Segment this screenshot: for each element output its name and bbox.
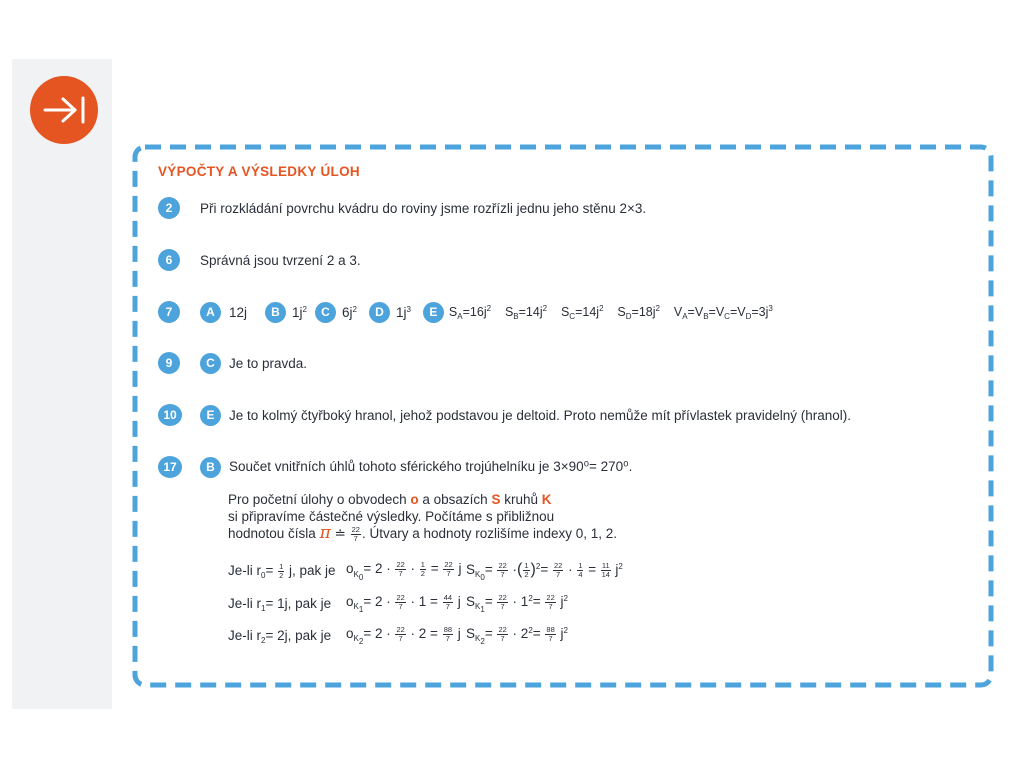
answer-a-value: 12j: [229, 304, 248, 320]
task-number: 7: [158, 301, 180, 323]
task-number: 6: [158, 249, 180, 271]
task-row-6: [158, 249, 361, 271]
answer-letter-c: C: [315, 302, 336, 323]
answer-letter-d: D: [369, 302, 390, 323]
task-number: 17: [158, 456, 182, 478]
task-text: Při rozkládání povrchu kvádru do roviny jsme rozřízli jednu jeho stěnu 2×3.: [200, 200, 647, 216]
task-number: 2: [158, 197, 180, 219]
answer-letter: E: [200, 405, 221, 426]
calc-row-r2: Je-li $r_2= 2j$, pak je $o_{K_2}= 2$ · $\frac{22}{7}$ · 2 = $\frac{88}{7}$ j $S_{K_2}=$ $\frac{22}{7}$ · $2^2=$ $\frac{88}{7}$ $j^2$: [228, 625, 568, 647]
task-row-17: [158, 456, 632, 478]
task-row-7: [158, 301, 773, 323]
answer-letter-a: A: [200, 302, 221, 323]
answer-letter: B: [200, 457, 221, 478]
task-text: Je to pravda.: [229, 355, 308, 371]
task-row-2: [158, 197, 646, 219]
calc-row-r1: Je-li $r_1= 1j$, pak je $o_{K_1}= 2$ · $\frac{22}{7}$ · 1 = $\frac{44}{7}$ j $S_{K_1}=$ $\frac{22}{7}$ · $1^2=$ $\frac{22}{7}$ $j^2$: [228, 593, 568, 615]
task-text: Je to kolmý čtyřboký hranol, jehož podstavou je deltoid. Proto nemůže mít přívlastek pravidelný (hranol).: [229, 407, 852, 423]
arrow-to-right-bar-icon: [41, 95, 87, 125]
answer-letter-b: B: [265, 302, 286, 323]
task-row-10: [158, 404, 851, 426]
section-title: VÝPOČTY A VÝSLEDKY ÚLOH: [158, 164, 360, 179]
task-number: 10: [158, 404, 182, 426]
sidebar-panel: [12, 59, 112, 709]
answer-e-formulas: $S_A=16j^2$ $S_B=14j^2$ $S_C=14j^2$ $S_D=18j^2$ $V_A=V_B=V_C=V_D=3j^3$: [448, 303, 773, 321]
task-number: 9: [158, 352, 180, 374]
task-row-9: [158, 352, 307, 374]
task-17-explanation: Pro početní úlohy o obvodech o a obsazích S kruhů K si připravíme částečné výsledky. Počítáme s přibližnou hodnotou čísla π ≐ $\frac{22}{7}$ . Útvary a hodnoty rozlišíme indexy 0, 1, 2.: [228, 492, 618, 543]
answer-b-value: $1j^2$: [292, 304, 307, 320]
calc-row-r0: Je-li $r_0=$ $\frac{1}{2}$ j, pak je $o_{K_0}= 2$ · $\frac{22}{7}$ · $\frac{1}{2}$ = $\frac{22}{7}$ j $S_{K_0}=$ $\frac{22}{7}$ ·( $\frac{1}{2}$ )$^2$= $\frac{22}{7}$ · $\frac{1}{4}$ = $\frac{11}{14}$ $j^2$: [228, 560, 623, 582]
answer-letter: C: [200, 353, 221, 374]
answer-d-value: $1j^3$: [395, 304, 411, 320]
task-text: Součet vnitřních úhlů tohoto sférického trojúhelníku je 3×90⁰= 270⁰.: [229, 459, 633, 474]
task-text: Správná jsou tvrzení 2 a 3.: [200, 252, 361, 268]
answer-c-value: $6j^2$: [341, 304, 357, 320]
next-arrow-button[interactable]: [30, 76, 98, 144]
answer-letter-e: E: [423, 302, 444, 323]
